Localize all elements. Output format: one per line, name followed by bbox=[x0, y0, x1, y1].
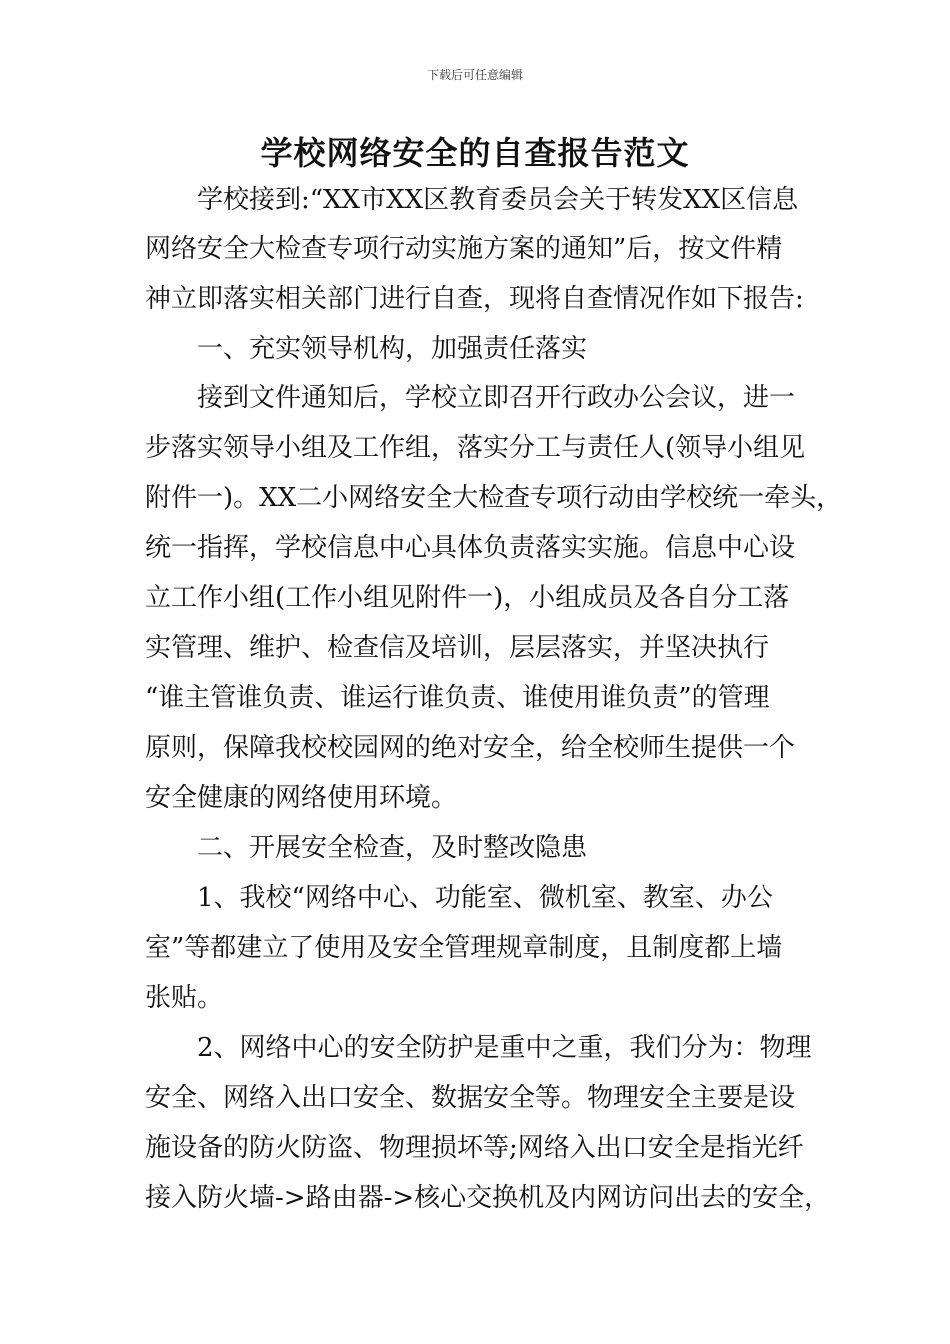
text-line: 一、充实领导机构，加强责任落实 bbox=[197, 334, 588, 364]
text-line: 原则，保障我校校园网的绝对安全，给全校师生提供一个 bbox=[145, 733, 796, 763]
text-line: 室”等都建立了使用及安全管理规章制度，且制度都上墙 bbox=[145, 933, 783, 963]
header-note: 下载后可任意编辑 bbox=[426, 68, 523, 82]
text-line: 附件一)。XX二小网络安全大检查专项行动由学校统一牵头， bbox=[145, 483, 843, 513]
text-line: 安全、网络入出口安全、数据安全等。物理安全主要是设 bbox=[145, 1083, 796, 1113]
text-line: 接到文件通知后，学校立即召开行政办公会议，进一 bbox=[197, 383, 796, 413]
page-title: 学校网络安全的自查报告范文 bbox=[260, 134, 690, 172]
text-line: 步落实领导小组及工作组，落实分工与责任人(领导小组见 bbox=[145, 433, 806, 463]
text-line: 网络安全大检查专项行动实施方案的通知”后，按文件精 bbox=[145, 234, 783, 264]
text-line: 1、我校“网络中心、功能室、微机室、教室、办公 bbox=[197, 883, 773, 913]
text-line: 安全健康的网络使用环境。 bbox=[145, 783, 458, 813]
text-line: 实管理、维护、检查信及培训，层层落实，并坚决执行 bbox=[145, 633, 770, 663]
text-line: 接入防火墙->路由器->核心交换机及内网访问出去的安全， bbox=[145, 1183, 831, 1213]
text-line: 统一指挥，学校信息中心具体负责落实实施。信息中心设 bbox=[145, 533, 796, 563]
text-line: 立工作小组(工作小组见附件一)，小组成员及各自分工落 bbox=[145, 583, 790, 613]
text-line: 2、网络中心的安全防护是重中之重，我们分为：物理 bbox=[197, 1033, 812, 1063]
text-line: 张贴。 bbox=[145, 983, 224, 1013]
text-line: 施设备的防火防盗、物理损坏等;网络入出口安全是指光纤 bbox=[145, 1133, 804, 1163]
text-line: “谁主管谁负责、谁运行谁负责、谁使用谁负责”的管理 bbox=[145, 683, 770, 713]
text-line: 神立即落实相关部门进行自查，现将自查情况作如下报告: bbox=[145, 284, 804, 314]
text-line: 二、开展安全检查，及时整改隐患 bbox=[197, 833, 588, 863]
text-line: 学校接到:“XX市XX区教育委员会关于转发XX区信息 bbox=[197, 185, 799, 215]
